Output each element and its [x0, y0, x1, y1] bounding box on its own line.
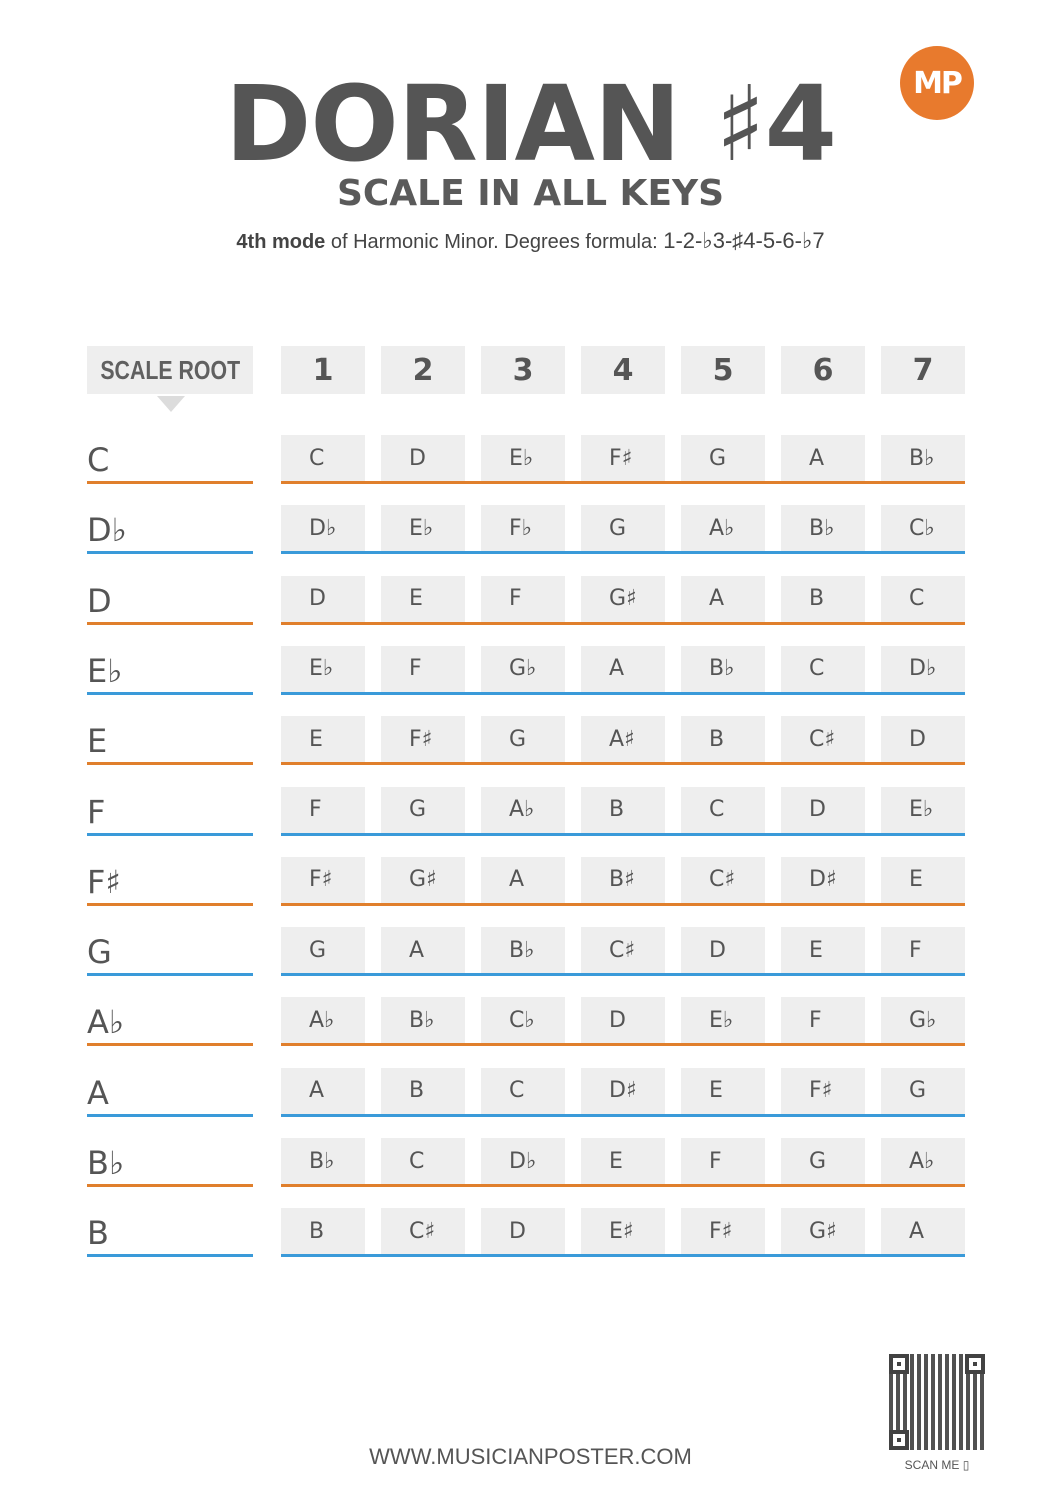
note-cell: D: [681, 927, 765, 973]
note-cell: G♯: [381, 857, 465, 903]
degree-formula: 1-2-♭3-♯4-5-6-♭7: [663, 228, 825, 253]
note-cell: C♯: [781, 716, 865, 762]
note-cell: F: [681, 1138, 765, 1184]
row-underline: [281, 762, 965, 765]
note-cell: A♭: [681, 505, 765, 551]
note-cell: D: [781, 787, 865, 833]
note-cell: C♯: [681, 857, 765, 903]
note-cell: E♯: [581, 1208, 665, 1254]
note-cell: G: [881, 1068, 965, 1114]
note-cell: F♯: [781, 1068, 865, 1114]
scale-root-label: A: [87, 1073, 109, 1112]
note-cell: A: [881, 1208, 965, 1254]
note-cell: G: [781, 1138, 865, 1184]
note-cell: B: [781, 576, 865, 622]
note-cell: F: [781, 997, 865, 1043]
note-cell: E♭: [481, 435, 565, 481]
row-underline: [87, 481, 253, 484]
row-underline: [281, 692, 965, 695]
note-cell: F: [481, 576, 565, 622]
qr-corner: [889, 1354, 909, 1374]
note-cell: C♯: [581, 927, 665, 973]
row-underline: [281, 903, 965, 906]
row-underline: [87, 1043, 253, 1046]
note-cell: C: [881, 576, 965, 622]
note-cell: F♭: [481, 505, 565, 551]
note-cell: B♭: [381, 997, 465, 1043]
description-text: of Harmonic Minor. Degrees formula:: [325, 231, 664, 253]
note-cell: C♭: [481, 997, 565, 1043]
degree-header-6: 6: [781, 346, 865, 394]
scale-root-label: B: [87, 1214, 109, 1253]
note-cell: D: [481, 1208, 565, 1254]
scale-root-label: D: [87, 581, 112, 620]
note-cell: B♯: [581, 857, 665, 903]
row-underline: [281, 622, 965, 625]
note-cell: A: [781, 435, 865, 481]
row-underline: [87, 1114, 253, 1117]
note-cell: A♭: [481, 787, 565, 833]
musicianposter-logo-icon[interactable]: MP: [900, 46, 974, 120]
scale-root-label: E: [87, 722, 108, 761]
note-cell: F: [381, 646, 465, 692]
note-cell: E♭: [881, 787, 965, 833]
degree-header-4: 4: [581, 346, 665, 394]
note-cell: E♭: [681, 997, 765, 1043]
note-cell: B♭: [281, 1138, 365, 1184]
note-cell: E: [781, 927, 865, 973]
note-cell: F: [281, 787, 365, 833]
degree-header-7: 7: [881, 346, 965, 394]
note-cell: D♯: [581, 1068, 665, 1114]
scale-root-label: C: [87, 441, 110, 479]
row-underline: [281, 551, 965, 554]
row-underline: [281, 1043, 965, 1046]
row-underline: [87, 1254, 253, 1257]
row-underline: [87, 973, 253, 976]
scale-root-label: D♭: [87, 511, 127, 550]
note-cell: G♯: [781, 1208, 865, 1254]
note-cell: D: [581, 997, 665, 1043]
note-cell: G: [481, 716, 565, 762]
note-cell: C: [681, 787, 765, 833]
note-cell: A: [581, 646, 665, 692]
note-cell: B♭: [481, 927, 565, 973]
row-underline: [87, 692, 253, 695]
note-cell: C♯: [381, 1208, 465, 1254]
degree-header-5: 5: [681, 346, 765, 394]
phone-icon: ▯: [962, 1458, 970, 1472]
scale-root-label: E♭: [87, 651, 123, 690]
scale-root-label: G: [87, 933, 112, 972]
note-cell: B♭: [681, 646, 765, 692]
row-underline: [87, 551, 253, 554]
note-cell: G: [281, 927, 365, 973]
row-underline: [87, 833, 253, 836]
note-cell: G♯: [581, 576, 665, 622]
note-cell: C: [481, 1068, 565, 1114]
note-cell: F♯: [681, 1208, 765, 1254]
note-cell: A♭: [281, 997, 365, 1043]
note-cell: E: [381, 576, 465, 622]
row-underline: [87, 762, 253, 765]
note-cell: G: [581, 505, 665, 551]
note-cell: B: [381, 1068, 465, 1114]
note-cell: D♭: [281, 505, 365, 551]
degree-header-1: 1: [281, 346, 365, 394]
page-title: DORIAN ♯4: [225, 63, 836, 185]
qr-code-icon[interactable]: [889, 1354, 985, 1450]
note-cell: A: [281, 1068, 365, 1114]
note-cell: A♭: [881, 1138, 965, 1184]
note-cell: C♭: [881, 505, 965, 551]
note-cell: B♭: [881, 435, 965, 481]
note-cell: E: [881, 857, 965, 903]
row-underline: [87, 622, 253, 625]
note-cell: F♯: [381, 716, 465, 762]
degree-header-3: 3: [481, 346, 565, 394]
mode-label: 4th mode: [236, 231, 326, 253]
note-cell: B: [581, 787, 665, 833]
note-cell: D♭: [881, 646, 965, 692]
scale-root-label: B♭: [87, 1144, 125, 1182]
qr-corner: [965, 1354, 985, 1374]
note-cell: B: [681, 716, 765, 762]
scale-root-label: A♭: [87, 1003, 124, 1042]
page-subtitle: SCALE IN ALL KEYS: [336, 173, 725, 214]
note-cell: D♭: [481, 1138, 565, 1184]
note-cell: F♯: [581, 435, 665, 481]
note-cell: E: [281, 716, 365, 762]
row-underline: [87, 903, 253, 906]
note-cell: C: [281, 435, 365, 481]
note-cell: B: [281, 1208, 365, 1254]
row-underline: [281, 833, 965, 836]
row-underline: [281, 481, 965, 484]
note-cell: G: [681, 435, 765, 481]
note-cell: D♯: [781, 857, 865, 903]
scale-root-header: [87, 346, 253, 394]
note-cell: D: [881, 716, 965, 762]
note-cell: E♭: [381, 505, 465, 551]
down-arrow-icon: [157, 396, 185, 412]
note-cell: C: [781, 646, 865, 692]
note-cell: G♭: [481, 646, 565, 692]
note-cell: F♯: [281, 857, 365, 903]
note-cell: F: [881, 927, 965, 973]
scale-root-label: F: [87, 792, 106, 831]
scale-root-header-label: SCALE ROOT: [100, 354, 240, 385]
note-cell: A: [681, 576, 765, 622]
note-cell: D: [281, 576, 365, 622]
website-url[interactable]: WWW.MUSICIANPOSTER.COM: [369, 1444, 692, 1469]
note-cell: G: [381, 787, 465, 833]
note-cell: E♭: [281, 646, 365, 692]
note-cell: A: [381, 927, 465, 973]
note-cell: D: [381, 435, 465, 481]
note-cell: E: [681, 1068, 765, 1114]
note-cell: E: [581, 1138, 665, 1184]
row-underline: [281, 1184, 965, 1187]
row-underline: [281, 1114, 965, 1117]
scan-me-text: SCAN ME: [904, 1458, 960, 1472]
degree-header-2: 2: [381, 346, 465, 394]
row-underline: [281, 1254, 965, 1257]
note-cell: C: [381, 1138, 465, 1184]
scale-description: [0, 228, 1061, 254]
scale-root-label: F♯: [87, 862, 121, 901]
note-cell: G♭: [881, 997, 965, 1043]
note-cell: B♭: [781, 505, 865, 551]
note-cell: A: [481, 857, 565, 903]
note-cell: A♯: [581, 716, 665, 762]
row-underline: [281, 973, 965, 976]
row-underline: [87, 1184, 253, 1187]
